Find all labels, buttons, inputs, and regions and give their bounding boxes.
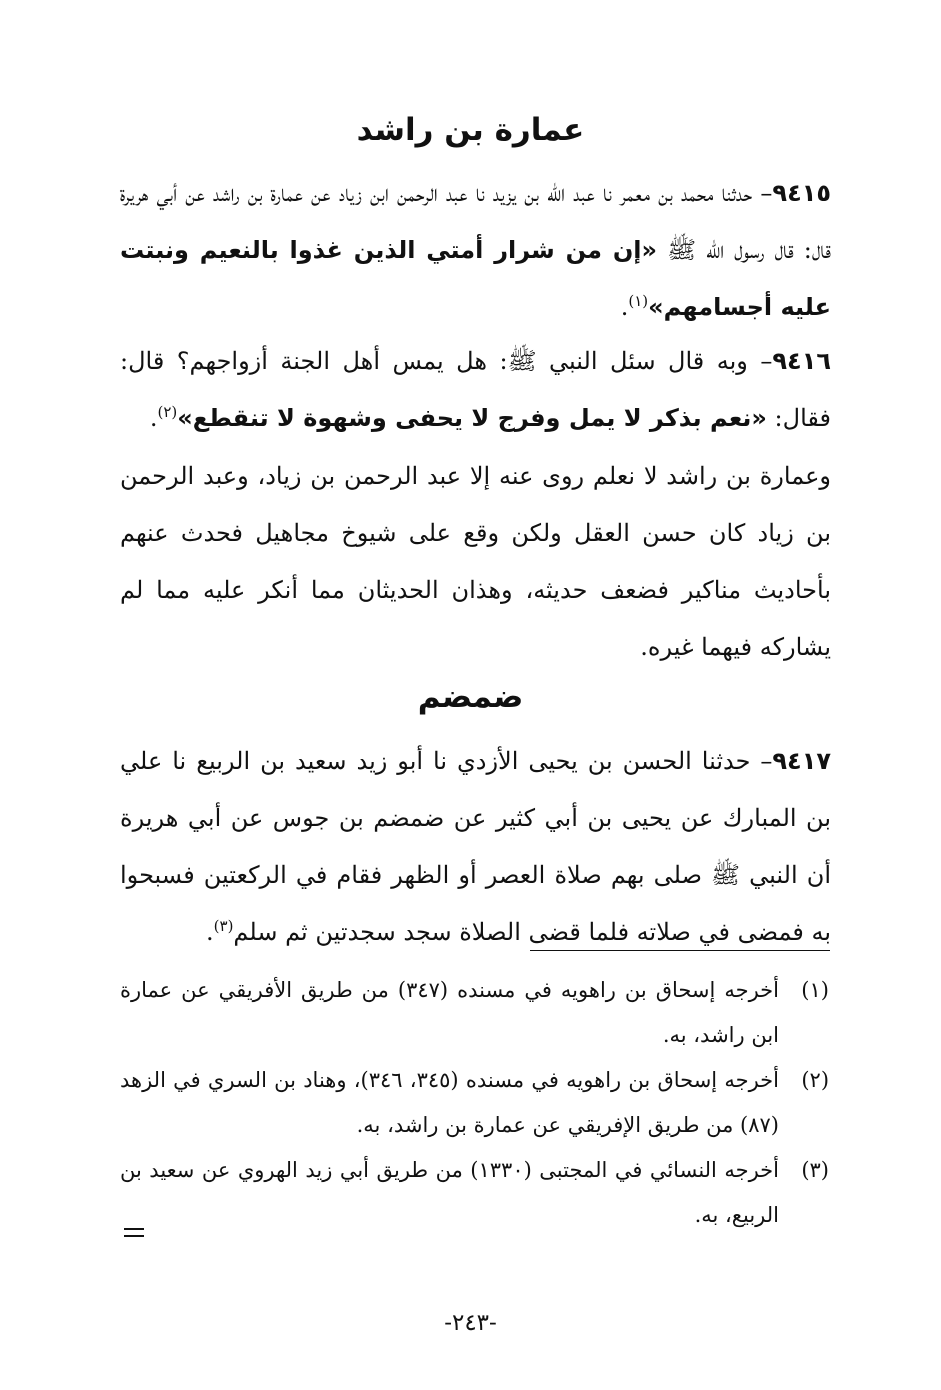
footnote-mark: (١) [801,978,829,1002]
hadith-text: – حدثنا محمد بن معمر نا عبد الله بن يزيد نا عبد الرحمن ابن زياد عن عمارة بن راشد عن أبي هريرة قال: قال رسول الله ﷺ [120,179,832,264]
hadith-9415 [120,165,831,336]
continuation-mark [124,1228,144,1237]
footnote-divider [530,950,830,951]
sentence-end: . [620,293,629,321]
footnote-1 [120,968,829,1058]
page-number: -٢٤٣- [444,1310,497,1336]
hadith-number: ٩٤١٥ [772,179,832,207]
footnote-reference[interactable]: (١) [628,292,649,310]
footnote-2 [120,1058,829,1148]
sentence-end: . [149,404,158,432]
hadith-9417 [120,733,831,961]
footnote-mark: (٢) [801,1068,830,1092]
footnotes-list [120,968,829,1238]
hadith-number: ٩٤١٦ [772,347,831,375]
section-title-damdam: ضمضم [417,679,524,715]
footnote-text: أخرجه إسحاق بن راهويه في مسنده (٣٤٥، ٣٤٦)، وهناد بن السري في الزهد (٨٧) من طريق الإفريقي عن عمارة بن راشد، به. [120,1068,780,1137]
footnote-reference[interactable]: (٢) [157,403,178,421]
section-title-ammara-bin-rashid: عمارة بن راشد [356,112,585,148]
footnote-3 [120,1148,829,1238]
footnote-text: أخرجه إسحاق بن راهويه في مسنده (٣٤٧) من طريق الأفريقي عن عمارة ابن راشد، به. [120,978,779,1047]
footnote-reference[interactable]: (٣) [213,917,234,935]
footnote-text: أخرجه النسائي في المجتبى (١٣٣٠) من طريق أبي زيد الهروي عن سعيد بن الربيع، به. [120,1158,779,1227]
commentary-paragraph: وعمارة بن راشد لا نعلم روى عنه إلا عبد الرحمن بن زياد، وعبد الرحمن بن زياد كان حسن العقل ولكن وقع على شيوخ مجاهيل فحدث عنهم بأحاديث مناكير فضعف حديثه، وهذان الحديثان مما أنكر عليه مما لم يشاركه فيهما غيره. [120,462,831,661]
hadith-text: – وبه قال سئل النبي ﷺ: هل يمس أهل الجنة أزواجهم؟ قال: فقال: [120,347,831,432]
sentence-end: . [206,918,214,946]
hadith-text: – حدثنا الحسن بن يحيى الأزدي نا أبو زيد سعيد بن الربيع نا علي بن المبارك عن يحيى بن أبي كثير عن ضمضم بن جوس عن أبي هريرة أن النبي ﷺ صلى بهم صلاة العصر أو الظهر فقام في الركعتين فسبحوا به فمضى في صلاته فلما قضى الصلاة سجد سجدتين ثم سلم [120,747,831,946]
footnote-mark: (٣) [801,1158,829,1182]
hadith-number: ٩٤١٧ [772,747,831,775]
hadith-9416 [120,333,831,447]
hadith-quote: «نعم بذكر لا يمل وفرج لا يحفى وشهوة لا تنقطع» [177,404,767,432]
hadith-quote: «إن من شرار أمتي الذين غذوا بالنعيم ونبتت عليه أجسامهم» [120,236,831,321]
